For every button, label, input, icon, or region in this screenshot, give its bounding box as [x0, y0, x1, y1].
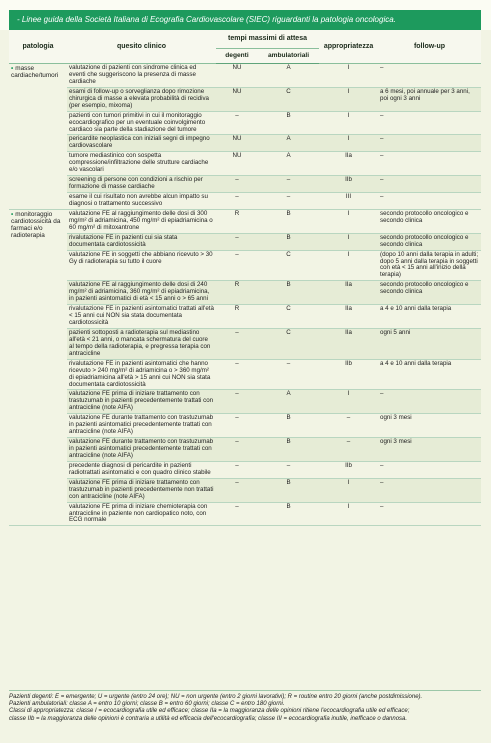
- degenti-cell: NU: [216, 135, 258, 152]
- followup-cell: secondo protocollo oncologico e secondo clinica: [378, 281, 481, 305]
- patologia-label: monitoraggio cardiotossicità da farmaci e/o radioterapia: [11, 210, 61, 240]
- ambulatoriali-cell: B: [258, 111, 319, 135]
- table-row: [9, 414, 481, 438]
- degenti-cell: –: [216, 461, 258, 478]
- followup-cell: secondo protocollo oncologico e secondo clinica: [378, 209, 481, 233]
- header-quesito: quesito clinico: [67, 30, 216, 64]
- ambulatoriali-cell: B: [258, 438, 319, 462]
- degenti-cell: R: [216, 281, 258, 305]
- followup-cell: –: [378, 461, 481, 478]
- header-followup: follow-up: [378, 30, 481, 64]
- followup-cell: –: [378, 502, 481, 526]
- table-row: [9, 87, 481, 111]
- followup-cell: ogni 3 mesi: [378, 438, 481, 462]
- table-row: [9, 390, 481, 414]
- degenti-cell: NU: [216, 152, 258, 176]
- followup-cell: a 4 e 10 anni dalla terapia: [378, 305, 481, 329]
- degenti-cell: –: [216, 414, 258, 438]
- ambulatoriali-cell: B: [258, 209, 319, 233]
- degenti-cell: –: [216, 359, 258, 390]
- degenti-cell: –: [216, 111, 258, 135]
- followup-cell: –: [378, 111, 481, 135]
- table-row: [9, 502, 481, 526]
- table-row: [9, 233, 481, 250]
- appropriatezza-cell: I: [319, 233, 378, 250]
- followup-cell: –: [378, 478, 481, 502]
- appropriatezza-cell: IIa: [319, 328, 378, 359]
- appropriatezza-cell: I: [319, 478, 378, 502]
- ambulatoriali-cell: A: [258, 390, 319, 414]
- quesito-cell: valutazione FE in soggetti che abbiano ricevuto > 30 Gy di radioterapia su tutto il cuore: [67, 250, 216, 281]
- ambulatoriali-cell: B: [258, 502, 319, 526]
- appropriatezza-cell: I: [319, 209, 378, 233]
- table-row: [9, 176, 481, 193]
- appropriatezza-cell: IIb: [319, 176, 378, 193]
- appropriatezza-cell: I: [319, 390, 378, 414]
- appropriatezza-cell: I: [319, 250, 378, 281]
- ambulatoriali-cell: B: [258, 478, 319, 502]
- followup-cell: –: [378, 64, 481, 88]
- degenti-cell: –: [216, 478, 258, 502]
- ambulatoriali-cell: C: [258, 87, 319, 111]
- header-ambulatoriali: ambulatoriali: [258, 49, 319, 64]
- quesito-cell: pazienti con tumori primitivi in cui il monitoraggio ecocardiografico per un eventuale coinvolgimento cardiaco sia parte della stadiazione del tumore: [67, 111, 216, 135]
- ambulatoriali-cell: C: [258, 250, 319, 281]
- header-degenti: degenti: [216, 49, 258, 64]
- followup-cell: –: [378, 390, 481, 414]
- degenti-cell: –: [216, 250, 258, 281]
- table-row: [9, 250, 481, 281]
- appropriatezza-cell: –: [319, 438, 378, 462]
- quesito-cell: valutazione FE prima di iniziare trattamento con trastuzumab in pazienti precedentemente trattati con antracicline (note AIFA): [67, 390, 216, 414]
- table-row: [9, 461, 481, 478]
- ambulatoriali-cell: B: [258, 281, 319, 305]
- footnote-line: Classi di appropriatezza: classe I = ecocardiografia utile ed efficace; classe IIa = la maggioranza delle opinioni ritiene l'ecocardiografia utile ed efficace;: [9, 708, 410, 715]
- table-row: [9, 111, 481, 135]
- bullet-icon: •: [11, 210, 14, 218]
- ambulatoriali-cell: A: [258, 152, 319, 176]
- table-body: [9, 64, 481, 526]
- quesito-cell: esame il cui risultato non avrebbe alcun impatto su diagnosi o trattamento successivo: [67, 193, 216, 210]
- quesito-cell: rivalutazione FE in pazienti asintomatici che hanno ricevuto > 240 mg/m² di adriamicina o > 360 mg/m² di epiadriamicina all'età > 15 anni cui NON sia stata documentata cardiotossicità: [67, 359, 216, 390]
- header-patologia: patologia: [9, 30, 67, 64]
- table-row: [9, 135, 481, 152]
- patologia-label: masse cardiache/tumori: [11, 65, 59, 80]
- followup-cell: –: [378, 193, 481, 210]
- quesito-cell: valutazione FE durante trattamento con trastuzumab in pazienti asintomatici precedentemente trattati con antracicline (note AIFA): [67, 414, 216, 438]
- quesito-cell: pazienti sottoposti a radioterapia sul mediastino all'età < 21 anni, o mancata schermatura del cuore al tempo della radioterapia, e pregressa terapia con antracicline: [67, 328, 216, 359]
- ambulatoriali-cell: B: [258, 233, 319, 250]
- patologia-cell: [9, 209, 67, 526]
- degenti-cell: –: [216, 233, 258, 250]
- quesito-cell: valutazione FE al raggiungimento delle dosi di 240 mg/m² di adriamicina, 360 mg/m² di epiadriamicina, in pazienti asintomatici di età < 15 anni o > 65 anni: [67, 281, 216, 305]
- appropriatezza-cell: IIb: [319, 359, 378, 390]
- degenti-cell: R: [216, 305, 258, 329]
- table-row: [9, 478, 481, 502]
- degenti-cell: –: [216, 502, 258, 526]
- appropriatezza-cell: IIb: [319, 461, 378, 478]
- quesito-cell: precedente diagnosi di pericardite in pazienti radiotrattati asintomatici e con quadro clinico stabile: [67, 461, 216, 478]
- ambulatoriali-cell: C: [258, 305, 319, 329]
- quesito-cell: rivalutazione FE in pazienti asintomatici trattati all'età < 15 anni cui NON sia stata documentata cardiotossicità: [67, 305, 216, 329]
- table-row: [9, 64, 481, 88]
- footnotes: [9, 690, 481, 723]
- ambulatoriali-cell: B: [258, 414, 319, 438]
- header-appropriatezza: appropriatezza: [319, 30, 378, 64]
- degenti-cell: –: [216, 390, 258, 414]
- followup-cell: a 6 mesi, poi annuale per 3 anni, poi ogni 3 anni: [378, 87, 481, 111]
- appropriatezza-cell: I: [319, 87, 378, 111]
- table-row: [9, 438, 481, 462]
- degenti-cell: –: [216, 176, 258, 193]
- ambulatoriali-cell: A: [258, 135, 319, 152]
- table-row: [9, 152, 481, 176]
- quesito-cell: esami di follow-up o sorveglianza dopo rimozione chirurgica di masse a elevata probabilità di recidiva (per esempio, mixoma): [67, 87, 216, 111]
- degenti-cell: –: [216, 438, 258, 462]
- degenti-cell: –: [216, 328, 258, 359]
- table-row: [9, 281, 481, 305]
- header-tempi: tempi massimi di attesa: [216, 30, 319, 49]
- guidelines-table: [9, 30, 481, 526]
- ambulatoriali-cell: C: [258, 328, 319, 359]
- table-row: [9, 328, 481, 359]
- table-row: [9, 209, 481, 233]
- appropriatezza-cell: I: [319, 111, 378, 135]
- ambulatoriali-cell: –: [258, 461, 319, 478]
- ambulatoriali-cell: –: [258, 359, 319, 390]
- appropriatezza-cell: I: [319, 502, 378, 526]
- quesito-cell: valutazione FE durante trattamento con trastuzumab in pazienti asintomatici precedentemente trattati con antracicline (note AIFA): [67, 438, 216, 462]
- quesito-cell: tumore mediastinico con sospetta compressione/infiltrazione delle strutture cardiache e/o vascolari: [67, 152, 216, 176]
- ambulatoriali-cell: –: [258, 176, 319, 193]
- quesito-cell: rivalutazione FE in pazienti cui sia stata documentata cardiotossicità: [67, 233, 216, 250]
- footnote-line: Pazienti ambulatoriali: classe A = entro 10 giorni; classe B = entro 60 giorni; classe C = entro 180 giorni.: [9, 701, 285, 708]
- degenti-cell: R: [216, 209, 258, 233]
- table-title: - Linee guida della Società Italiana di Ecografia Cardiovascolare (SIEC) riguardanti la patologia oncologica.: [9, 10, 481, 30]
- degenti-cell: NU: [216, 64, 258, 88]
- quesito-cell: valutazione FE prima di iniziare chemioterapia con antracicline in paziente non cardiopatico noto, con ECG normale: [67, 502, 216, 526]
- quesito-cell: pericardite neoplastica con iniziali segni di impegno cardiovascolare: [67, 135, 216, 152]
- followup-cell: –: [378, 135, 481, 152]
- ambulatoriali-cell: A: [258, 64, 319, 88]
- appropriatezza-cell: I: [319, 135, 378, 152]
- appropriatezza-cell: IIa: [319, 152, 378, 176]
- ambulatoriali-cell: –: [258, 193, 319, 210]
- footnote-line: Pazienti degenti: E = emergente; U = urgente (entro 24 ore); NU = non urgente (entro 2 giorni lavorativi); R = routine entro 20 giorni (anche postdimissione).: [9, 694, 423, 700]
- quesito-cell: valutazione di pazienti con sindrome clinica ed eventi che suggeriscono la presenza di masse cardiache: [67, 64, 216, 88]
- appropriatezza-cell: IIa: [319, 305, 378, 329]
- quesito-cell: valutazione FE al raggiungimento delle dosi di 300 mg/m² di adriamicina, 450 mg/m² di epiadriamicina o 60 mg/m² di mitoxantrone: [67, 209, 216, 233]
- degenti-cell: NU: [216, 87, 258, 111]
- quesito-cell: valutazione FE prima di iniziare trattamento con trastuzumab in pazienti precedentemente non trattati con antracicline (note AIFA): [67, 478, 216, 502]
- table-row: [9, 359, 481, 390]
- followup-cell: a 4 e 10 anni dalla terapia: [378, 359, 481, 390]
- quesito-cell: screening di persone con condizioni a rischio per formazione di masse cardiache: [67, 176, 216, 193]
- bullet-icon: •: [11, 65, 14, 72]
- patologia-cell: [9, 64, 67, 210]
- followup-cell: ogni 3 mesi: [378, 414, 481, 438]
- appropriatezza-cell: –: [319, 414, 378, 438]
- appropriatezza-cell: III: [319, 193, 378, 210]
- appropriatezza-cell: I: [319, 64, 378, 88]
- followup-cell: –: [378, 176, 481, 193]
- table-row: [9, 305, 481, 329]
- followup-cell: secondo protocollo oncologico e secondo clinica: [378, 233, 481, 250]
- followup-cell: (dopo 10 anni dalla terapia in adulti; dopo 5 anni dalla terapia in soggetti con età < 15 anni all'inizio della terapia): [378, 250, 481, 281]
- followup-cell: ogni 5 anni: [378, 328, 481, 359]
- followup-cell: –: [378, 152, 481, 176]
- footnote-line: classe IIb = la maggioranza delle opinioni è contraria a utilità ed efficacia dell'ecocardiografia; classe III = ecocardiografia inutile, inefficace o dannosa.: [9, 715, 408, 722]
- table-row: [9, 193, 481, 210]
- appropriatezza-cell: IIa: [319, 281, 378, 305]
- degenti-cell: –: [216, 193, 258, 210]
